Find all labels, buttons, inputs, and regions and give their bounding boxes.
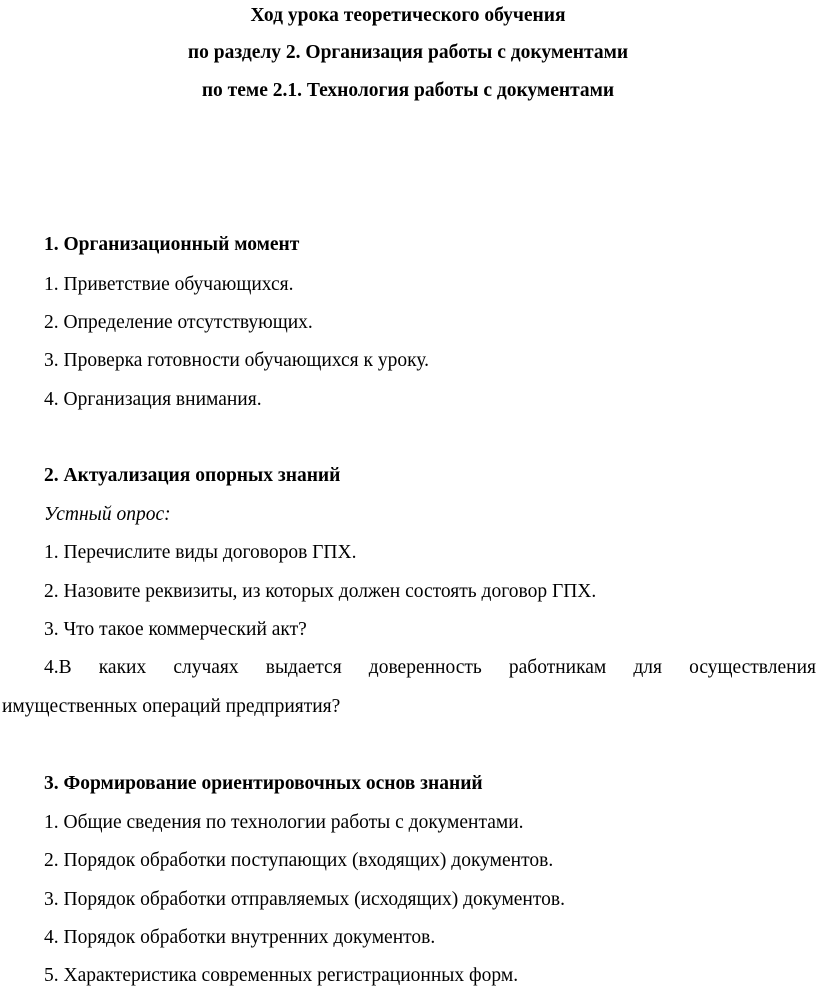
section-2-item-wrapped-line-1: 4.В каких случаях выдается доверенность работникам для осуществления xyxy=(44,657,816,678)
section-2-heading: 2. Актуализация опорных знаний xyxy=(44,465,341,486)
section-3-item: 1. Общие сведения по технологии работы с документами. xyxy=(44,812,524,833)
document-title-line-2: по разделу 2. Организация работы с документами xyxy=(187,42,629,63)
document-title-line-3: по теме 2.1. Технология работы с документами xyxy=(201,80,615,101)
document-title-line-1: Ход урока теоретического обучения xyxy=(250,5,566,26)
section-1-item: 3. Проверка готовности обучающихся к уроку. xyxy=(44,350,429,371)
section-3-item: 4. Порядок обработки внутренних документов. xyxy=(44,927,436,948)
section-1-item: 4. Организация внимания. xyxy=(44,389,262,410)
section-3-item: 2. Порядок обработки поступающих (входящих) документов. xyxy=(44,850,554,871)
section-2-item-wrapped-line-2: имущественных операций предприятия? xyxy=(2,696,341,717)
section-1-heading: 1. Организационный момент xyxy=(44,234,300,255)
section-1-item: 2. Определение отсутствующих. xyxy=(44,312,313,333)
section-3-item: 5. Характеристика современных регистрационных форм. xyxy=(44,965,519,986)
section-2-item: 3. Что такое коммерческий акт? xyxy=(44,619,307,640)
section-1-item: 1. Приветствие обучающихся. xyxy=(44,274,294,295)
section-3-item: 3. Порядок обработки отправляемых (исходящих) документов. xyxy=(44,889,565,910)
section-3-heading: 3. Формирование ориентировочных основ знаний xyxy=(44,773,483,794)
section-2-item: 2. Назовите реквизиты, из которых должен состоять договор ГПХ. xyxy=(44,581,597,602)
section-2-item: 1. Перечислите виды договоров ГПХ. xyxy=(44,542,357,563)
section-2-subheading: Устный опрос: xyxy=(44,504,171,525)
